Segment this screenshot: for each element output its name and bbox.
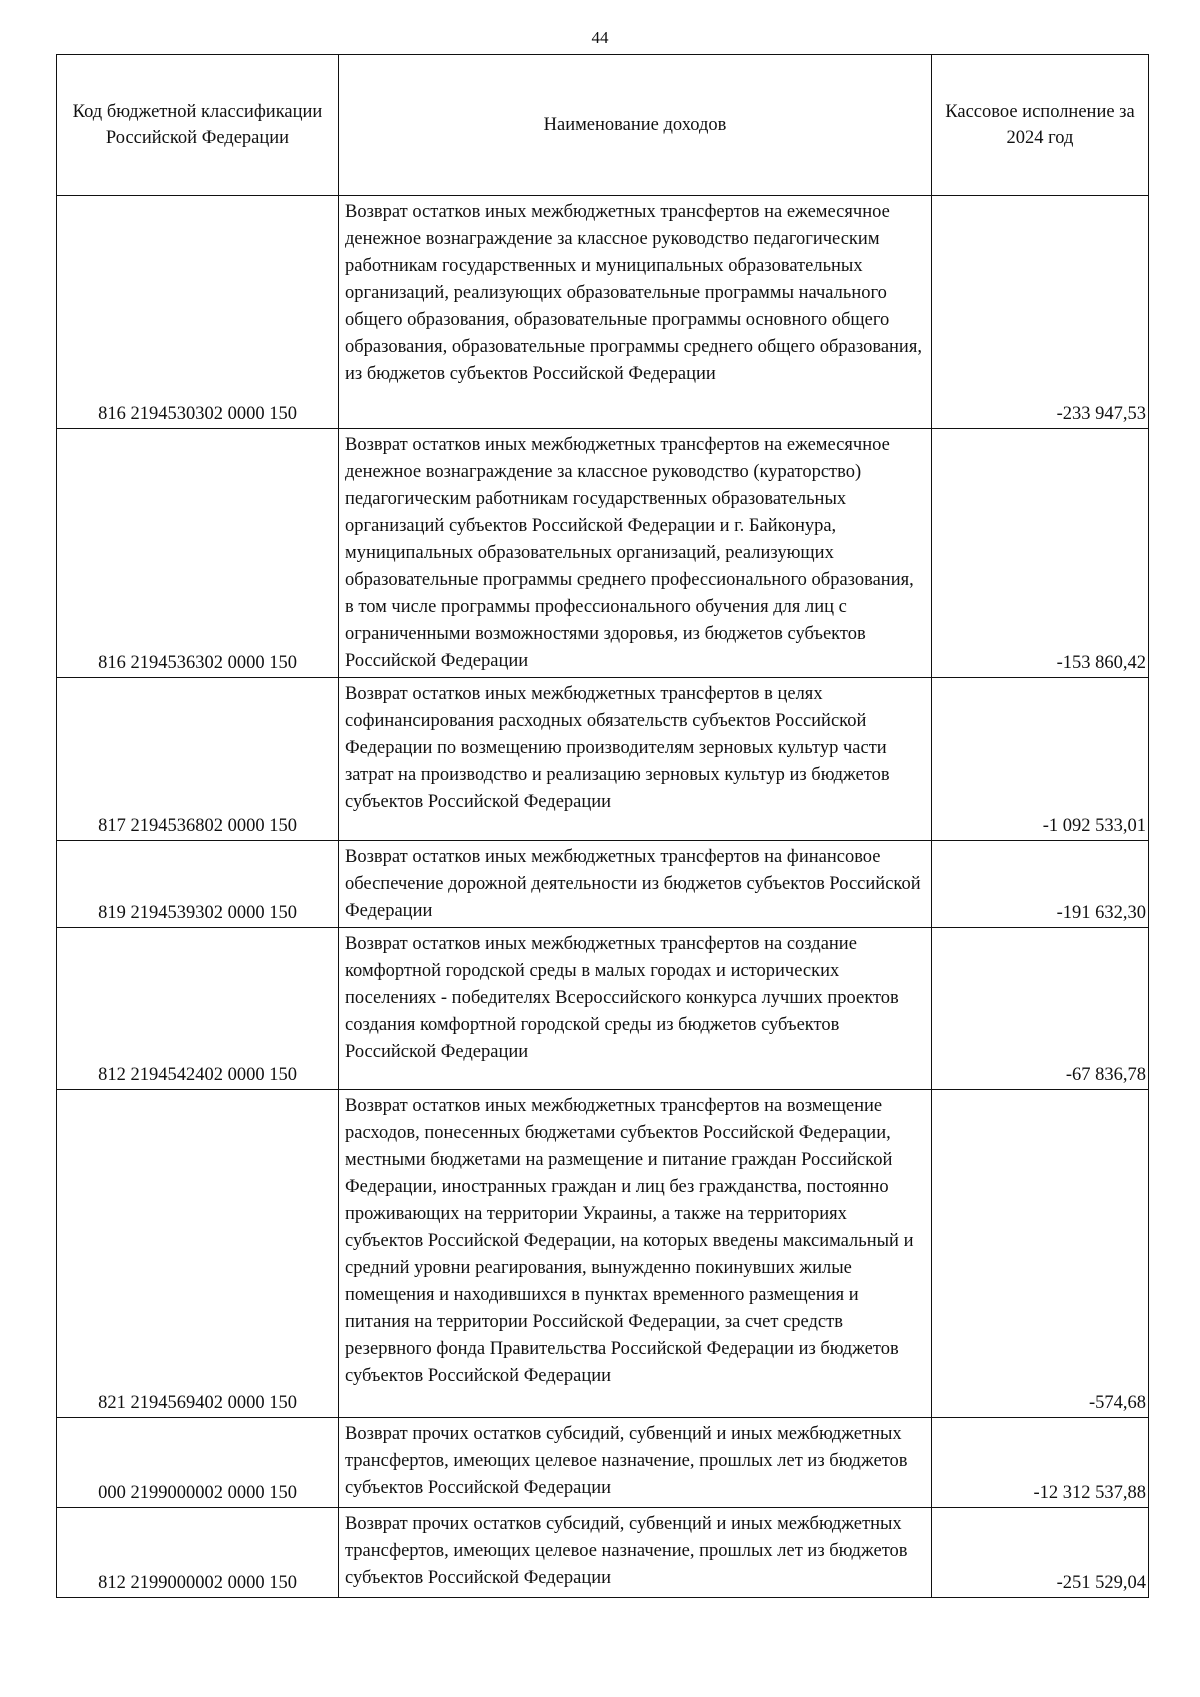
row-revenue-name: Возврат остатков иных межбюджетных трансфертов на создание комфортной городской среды в малых городах и исторических поселениях - победителях Всероссийского конкурса лучших проектов создания комфортной городской среды из бюджетов субъектов Российской Федерации — [339, 928, 932, 1090]
row-revenue-name: Возврат прочих остатков субсидий, субвенций и иных межбюджетных трансфертов, имеющих целевое назначение, прошлых лет из бюджетов субъектов Российской Федерации — [339, 1508, 932, 1598]
table-row — [57, 928, 1149, 1090]
table-row — [57, 841, 1149, 928]
row-revenue-name: Возврат остатков иных межбюджетных трансфертов на финансовое обеспечение дорожной деятельности из бюджетов субъектов Российской Федерации — [339, 841, 932, 928]
budget-revenue-table — [56, 54, 1149, 1598]
row-budget-code: 000 2199000002 0000 150 — [57, 1418, 339, 1508]
header-revenue-name: Наименование доходов — [339, 55, 932, 196]
row-budget-code: 812 2199000002 0000 150 — [57, 1508, 339, 1598]
table-header-row — [57, 55, 1149, 196]
table-row — [57, 1508, 1149, 1598]
row-amount: -574,68 — [932, 1090, 1149, 1418]
row-budget-code: 816 2194536302 0000 150 — [57, 429, 339, 678]
table-row — [57, 429, 1149, 678]
row-budget-code: 819 2194539302 0000 150 — [57, 841, 339, 928]
row-revenue-name: Возврат остатков иных межбюджетных трансфертов на ежемесячное денежное вознаграждение за классное руководство (кураторство) педагогическим работникам государственных образовательных организаций субъектов Российской Федерации и г. Байконура, муниципальных образовательных организаций, реализующих образовательные программы среднего профессионального образования, в том числе программы профессионального обучения для лиц с ограниченными возможностями здоровья, из бюджетов субъектов Российской Федерации — [339, 429, 932, 678]
page-number: 44 — [591, 28, 609, 47]
row-revenue-name: Возврат прочих остатков субсидий, субвенций и иных межбюджетных трансфертов, имеющих целевое назначение, прошлых лет из бюджетов субъектов Российской Федерации — [339, 1418, 932, 1508]
row-budget-code: 821 2194569402 0000 150 — [57, 1090, 339, 1418]
row-amount: -153 860,42 — [932, 429, 1149, 678]
table-row — [57, 1418, 1149, 1508]
table-row — [57, 196, 1149, 429]
row-amount: -12 312 537,88 — [932, 1418, 1149, 1508]
row-amount: -191 632,30 — [932, 841, 1149, 928]
table-row — [57, 678, 1149, 841]
row-revenue-name: Возврат остатков иных межбюджетных трансфертов на ежемесячное денежное вознаграждение за классное руководство педагогическим работникам государственных и муниципальных образовательных организаций, реализующих образовательные программы начального общего образования, образовательные программы основного общего образования, образовательные программы среднего общего образования, из бюджетов субъектов Российской Федерации — [339, 196, 932, 429]
row-budget-code: 816 2194530302 0000 150 — [57, 196, 339, 429]
row-amount: -67 836,78 — [932, 928, 1149, 1090]
row-amount: -251 529,04 — [932, 1508, 1149, 1598]
row-amount: -233 947,53 — [932, 196, 1149, 429]
header-cash-execution: Кассовое исполнение за 2024 год — [932, 55, 1149, 196]
table-row — [57, 1090, 1149, 1418]
row-budget-code: 812 2194542402 0000 150 — [57, 928, 339, 1090]
row-revenue-name: Возврат остатков иных межбюджетных трансфертов в целях софинансирования расходных обязательств субъектов Российской Федерации по возмещению производителям зерновых культур части затрат на производство и реализацию зерновых культур из бюджетов субъектов Российской Федерации — [339, 678, 932, 841]
header-budget-code: Код бюджетной классификации Российской Федерации — [57, 55, 339, 196]
row-revenue-name: Возврат остатков иных межбюджетных трансфертов на возмещение расходов, понесенных бюджетами субъектов Российской Федерации, местными бюджетами на размещение и питание граждан Российской Федерации, иностранных граждан и лиц без гражданства, постоянно проживающих на территории Украины, а также на территориях субъектов Российской Федерации, на которых введены максимальный и средний уровни реагирования, вынужденно покинувших жилые помещения и находившихся в пунктах временного размещения и питания на территории Российской Федерации, за счет средств резервного фонда Правительства Российской Федерации из бюджетов субъектов Российской Федерации — [339, 1090, 932, 1418]
row-amount: -1 092 533,01 — [932, 678, 1149, 841]
row-budget-code: 817 2194536802 0000 150 — [57, 678, 339, 841]
